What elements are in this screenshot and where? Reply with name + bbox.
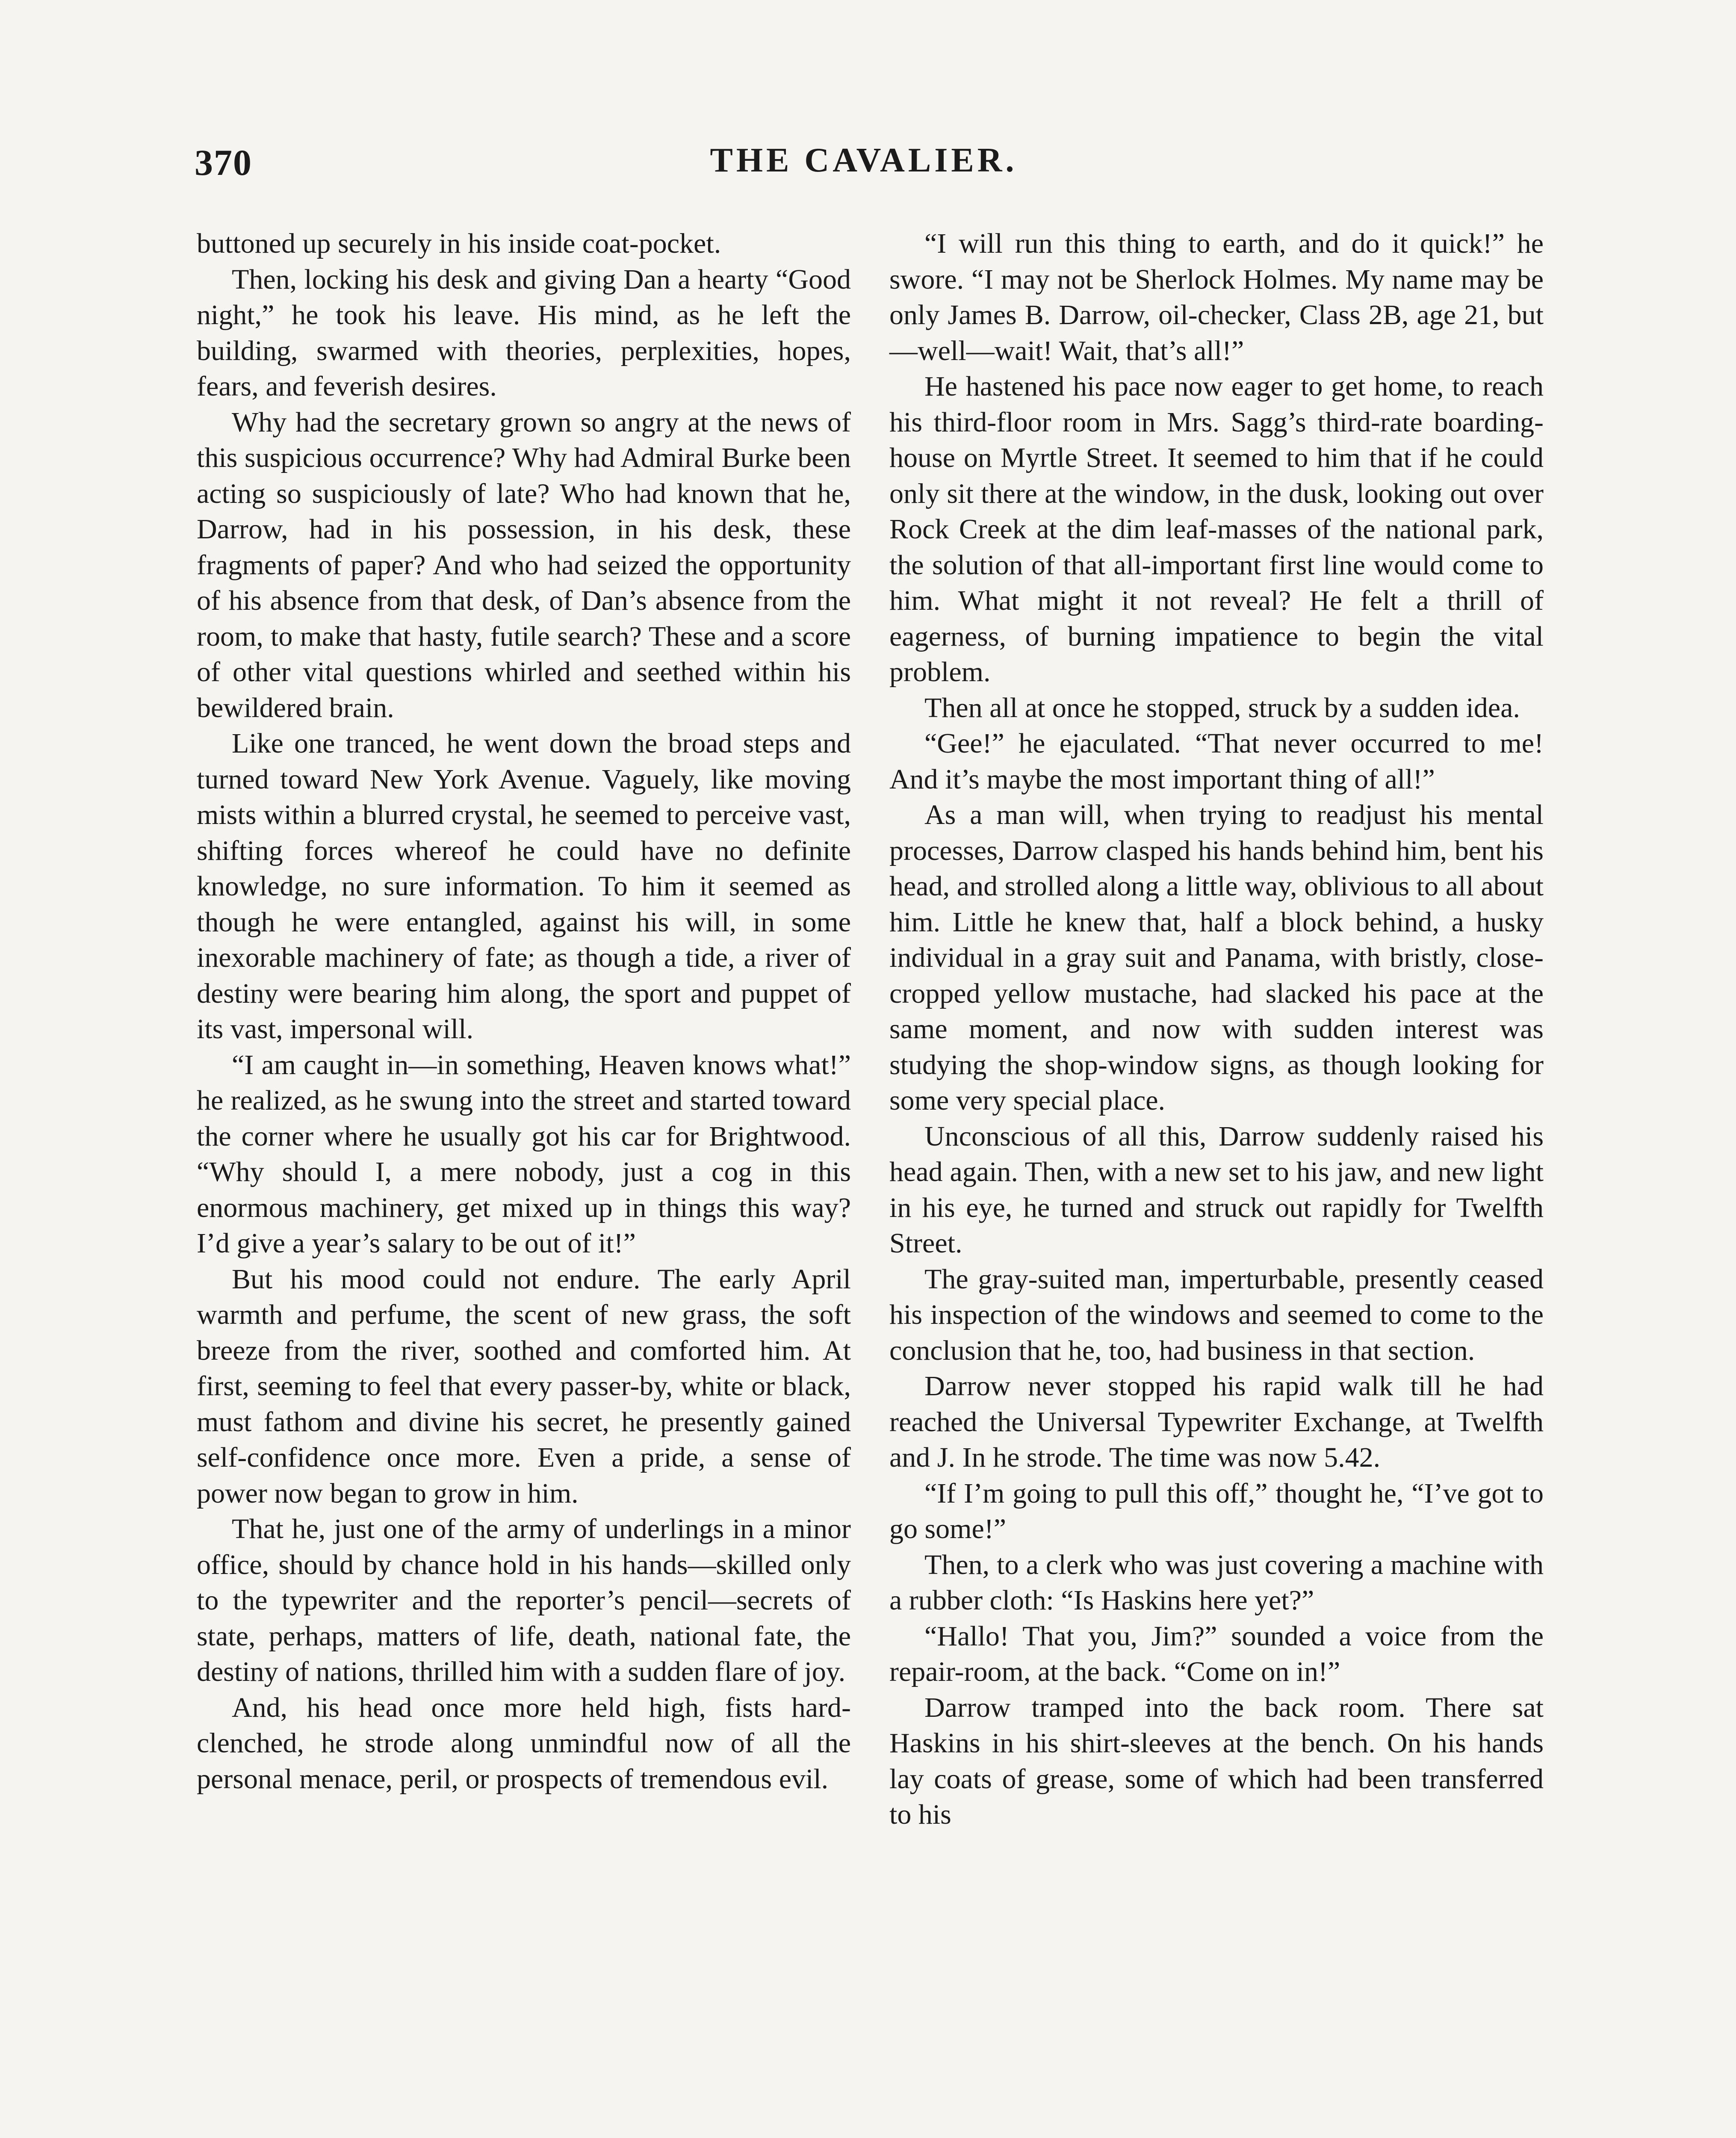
paragraph: “I am caught in—in something, Heaven knows what!” he realized, as he swung into the street and started toward the corner where he usually got his car for Brightwood. “Why should I, a mere nobody, just a cog in this enormous machinery, get mixed up in things this way? I’d give a year’s salary to be out of it!”	[197, 1049, 851, 1259]
paragraph: And, his head once more held high, fists hard-clenched, he strode along unmindful now of all the personal menace, peril, or prospects of tremendous evil.	[197, 1692, 851, 1795]
paragraph: “Gee!” he ejaculated. “That never occurred to me! And it’s maybe the most important thing of all!”	[889, 728, 1544, 795]
paragraph: Darrow tramped into the back room. There sat Haskins in his shirt-sleeves at the bench. On his hands lay coats of grease, some of which had been transferred to his	[889, 1692, 1544, 1830]
paragraph: Darrow never stopped his rapid walk till he had reached the Universal Typewriter Exchange, at Twelfth and J. In he strode. The time was now 5.42.	[889, 1370, 1544, 1473]
left-column	[197, 226, 851, 1797]
running-title: THE CAVALIER.	[710, 142, 1018, 179]
paragraph: That he, just one of the army of underlings in a minor office, should by chance hold in his hands—skilled only to the typewriter and the reporter’s pencil—secrets of state, perhaps, matters of life, death, national fate, the destiny of nations, thrilled him with a sudden flare of joy.	[197, 1513, 851, 1687]
paragraph: The gray-suited man, imperturbable, presently ceased his inspection of the windows and seemed to come to the conclusion that he, too, had business in that section.	[889, 1263, 1544, 1366]
right-column	[889, 226, 1544, 1833]
paragraph: Unconscious of all this, Darrow suddenly raised his head again. Then, with a new set to his jaw, and new light in his eye, he turned and struck out rapidly for Twelfth Street.	[889, 1120, 1544, 1259]
paragraph: He hastened his pace now eager to get home, to reach his third-floor room in Mrs. Sagg’s third-rate boarding-house on Myrtle Street. It seemed to him that if he could only sit there at the window, in the dusk, looking out over Rock Creek at the dim leaf-masses of the national park, the solution of that all-important first line would come to him. What might it not reveal? He felt a thrill of eagerness, of burning impatience to begin the vital problem.	[889, 371, 1544, 688]
paragraph: Then, locking his desk and giving Dan a hearty “Good night,” he took his leave. His mind, as he left the building, swarmed with theories, perplexities, hopes, fears, and feverish desires.	[197, 263, 851, 402]
paragraph: Then, to a clerk who was just covering a machine with a rubber cloth: “Is Haskins here yet?”	[889, 1549, 1544, 1616]
paragraph: Like one tranced, he went down the broad steps and turned toward New York Avenue. Vaguely, like moving mists within a blurred crystal, he seemed to perceive vast, shifting forces whereof he could have no definite knowledge, no sure information. To him it seemed as though he were entangled, against his will, in some inexorable machinery of fate; as though a tide, a river of destiny were bearing him along, the sport and puppet of its vast, impersonal will.	[197, 728, 851, 1045]
paragraph: “Hallo! That you, Jim?” sounded a voice from the repair-room, at the back. “Come on in!”	[889, 1620, 1544, 1687]
paragraph: As a man will, when trying to readjust his mental processes, Darrow clasped his hands behind him, bent his head, and strolled along a little way, oblivious to all about him. Little he knew that, half a block behind, a husky individual in a gray suit and Panama, with bristly, close-cropped yellow mustache, had slacked his pace at the same moment, and now with sudden interest was studying the shop-window signs, as though looking for some very special place.	[889, 799, 1544, 1116]
paragraph: Then all at once he stopped, struck by a sudden idea.	[924, 692, 1520, 723]
paragraph: buttoned up securely in his inside coat-pocket.	[197, 228, 721, 259]
paragraph: Why had the secretary grown so angry at the news of this suspicious occurrence? Why had Admiral Burke been acting so suspiciously of late? Who had known that he, Darrow, had in his possession, in his desk, these fragments of paper? And who had seized the opportunity of his absence from that desk, of Dan’s absence from the room, to make that hasty, futile search? These and a score of other vital questions whirled and seethed within his bewildered brain.	[197, 406, 851, 723]
paragraph: “I will run this thing to earth, and do it quick!” he swore. “I may not be Sherlock Holmes. My name may be only James B. Darrow, oil-checker, Class 2B, age 21, but —well—wait! Wait, that’s all!”	[889, 228, 1544, 366]
paragraph: But his mood could not endure. The early April warmth and perfume, the scent of new grass, the soft breeze from the river, soothed and comforted him. At first, seeming to feel that every passer-by, white or black, must fathom and divine his secret, he presently gained self-confidence once more. Even a pride, a sense of power now began to grow in him.	[197, 1263, 851, 1509]
page-number: 370	[195, 142, 252, 183]
page-header	[195, 141, 1533, 192]
paragraph: “If I’m going to pull this off,” thought he, “I’ve got to go some!”	[889, 1477, 1544, 1544]
